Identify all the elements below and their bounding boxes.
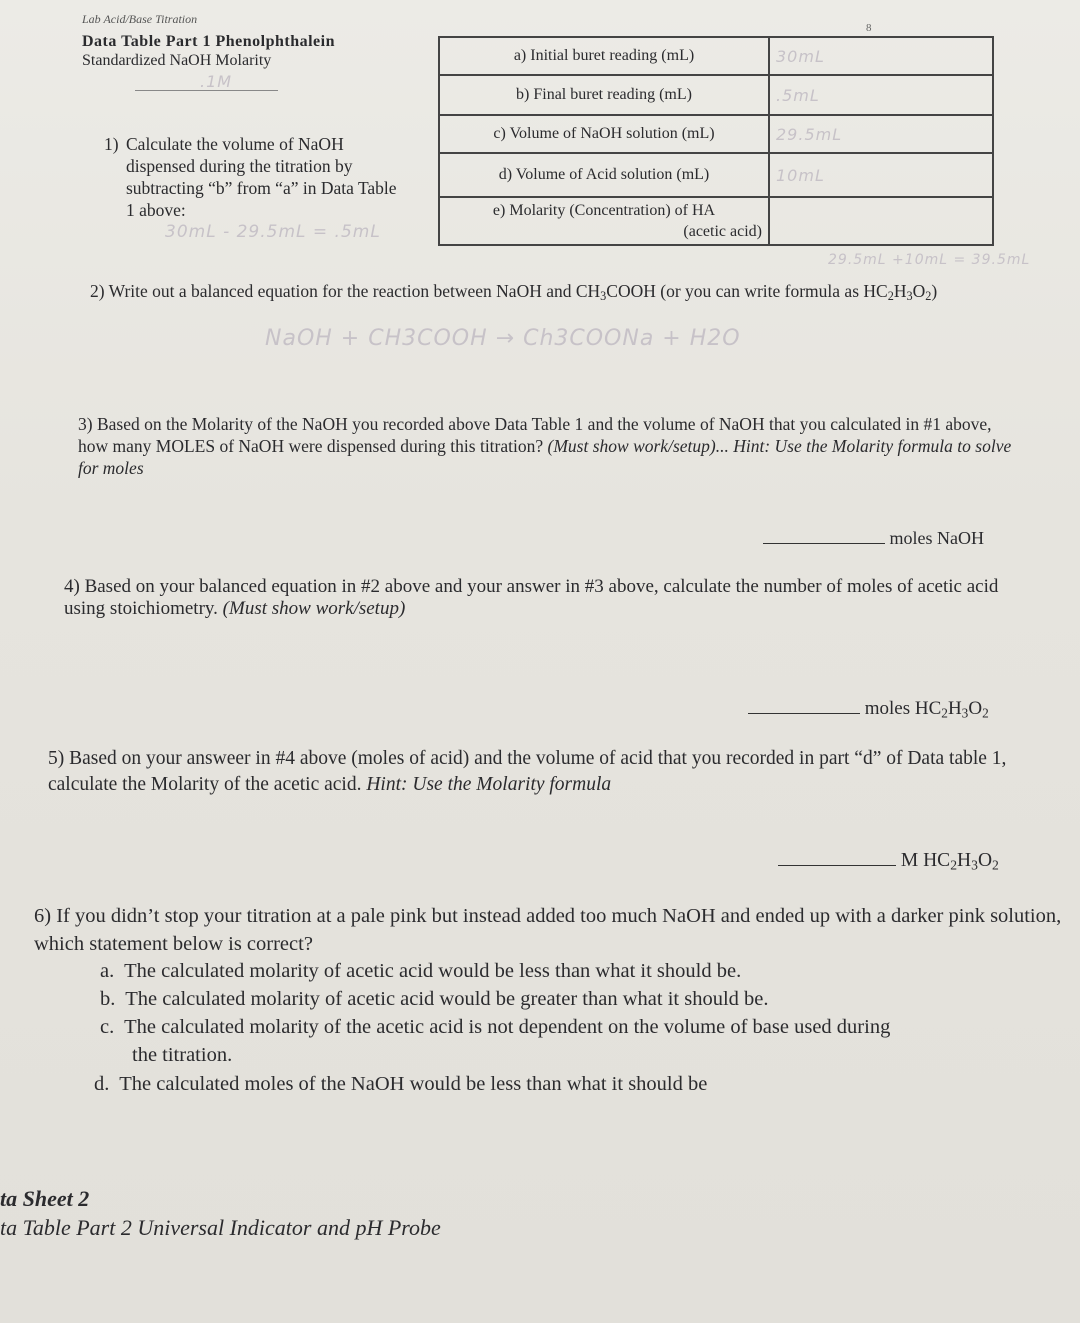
table-title: Data Table Part 1 Phenolphthalein [82,33,335,50]
page-mark: 8 [866,22,872,34]
row-label-line1: e) Molarity (Concentration) of HA [492,202,716,219]
row-value[interactable]: .5mL [769,75,993,115]
question-number: 1) [104,134,119,154]
answer-5: M $HC_2H_3O_2$ [778,850,999,872]
option-letter: a. [100,960,115,982]
question-number: 4) [64,576,80,597]
question-4 [64,576,1024,620]
table-row [439,75,993,115]
option-text: The calculated molarity of acetic acid would be less than what it should be. [124,960,742,982]
answer-blank[interactable] [778,865,896,866]
question-text: Based on your answeer in #4 above (moles of acid) and the volume of acid that you recorded in part “d” of Data table 1, calculate the Molarity of the acetic acid. [48,748,1007,795]
table-row [439,115,993,153]
table-row [439,153,993,197]
data-table-part1 [438,36,994,246]
row-label [439,197,769,245]
question-text: Based on your balanced equation in #2 above and your answer in #3 above, calculate the number of moles of acetic acid using stoichiometry. [64,576,999,619]
answer-3 [763,528,984,549]
question-number: 3) [78,414,93,434]
option-text: The calculated molarity of acetic acid would be greater than what it should be. [125,988,769,1010]
q2-handwritten-equation: NaOH + CH3COOH → Ch3COONa + H2O [265,326,741,351]
option-a[interactable] [100,957,741,985]
option-letter: c. [100,1016,115,1038]
row-label: c) Volume of NaOH solution (mL) [439,115,769,153]
row-value[interactable] [769,197,993,245]
question-number: 6) [34,905,52,927]
question-number: 2) [90,281,105,301]
row-label: b) Final buret reading (mL) [439,75,769,115]
answer-blank[interactable] [763,543,885,544]
row-value[interactable]: 29.5mL [769,115,993,153]
data-sheet-2-heading: ta Sheet 2 [0,1186,90,1211]
row-label: d) Volume of Acid solution (mL) [439,153,769,197]
row-value[interactable]: 30mL [769,37,993,75]
option-text: The calculated moles of the NaOH would be less than what it should be [119,1073,708,1095]
question-5 [48,746,1028,798]
answer-4: moles $HC_2H_3O_2$ [748,698,989,720]
answer-blank[interactable] [748,713,860,714]
option-letter: d. [94,1073,110,1095]
naoh-molarity-label: Standardized NaOH Molarity [82,52,272,69]
q1-handwritten-answer: 30mL - 29.5mL = .5mL [165,222,381,242]
answer-unit: M HC [900,850,951,871]
answer-unit: moles HC [864,698,942,719]
row-value[interactable]: 10mL [769,153,993,197]
answer-unit: moles NaOH [889,528,984,548]
question-text: Based on the Molarity of the NaOH you recorded above Data Table 1 and the volume of NaOH that you calculated in #1 above, how many MOLES of NaOH were dispensed during this titration? [78,414,992,456]
option-letter: b. [100,988,116,1010]
table-row [439,197,993,245]
question-text-1: Write out a balanced equation for the reaction between NaOH and CH [108,281,601,301]
question-number: 5) [48,748,65,769]
question-3 [78,413,1018,479]
question-text: Calculate the volume of NaOH dispensed during the titration by subtracting “b” from “a” in Data Table 1 above: [126,134,397,220]
option-text-cont: the titration. [132,1044,233,1066]
option-c[interactable] [100,1013,1050,1069]
row-label-line2: (acetic acid) [683,223,762,240]
option-b[interactable] [100,985,768,1013]
data-table-part2-heading: ta Table Part 2 Universal Indicator and pH Probe [0,1215,441,1240]
handwritten-sum: 29.5mL +10mL = 39.5mL [828,252,1031,268]
question-6 [34,902,1064,958]
question-2: 2) Write out a balanced equation for the reaction between NaOH and $CH_3COOH$ (or you can write formula as $HC_2H_3O_2$) [90,281,938,304]
option-text: The calculated molarity of the acetic acid is not dependent on the volume of base used during [124,1016,891,1038]
question-1 [104,133,404,221]
question-text: If you didn’t stop your titration at a pale pink but instead added too much NaOH and ended up with a darker pink solution, which statement below is correct? [34,905,1062,955]
question-text-2: COOH (or you can write formula as HC [606,281,888,301]
question-hint: Hint: Use the Molarity formula [366,774,612,795]
row-label: a) Initial buret reading (mL) [439,37,769,75]
question-note: (Must show work/setup) [222,598,406,619]
table-row [439,37,993,75]
naoh-molarity-handwritten: .1M [200,72,233,91]
option-d[interactable] [94,1070,707,1098]
lab-title: Lab Acid/Base Titration [82,12,198,26]
question-note: (Must show work/setup)... Hint: Use the Molarity formula to solve for moles [78,436,1012,478]
